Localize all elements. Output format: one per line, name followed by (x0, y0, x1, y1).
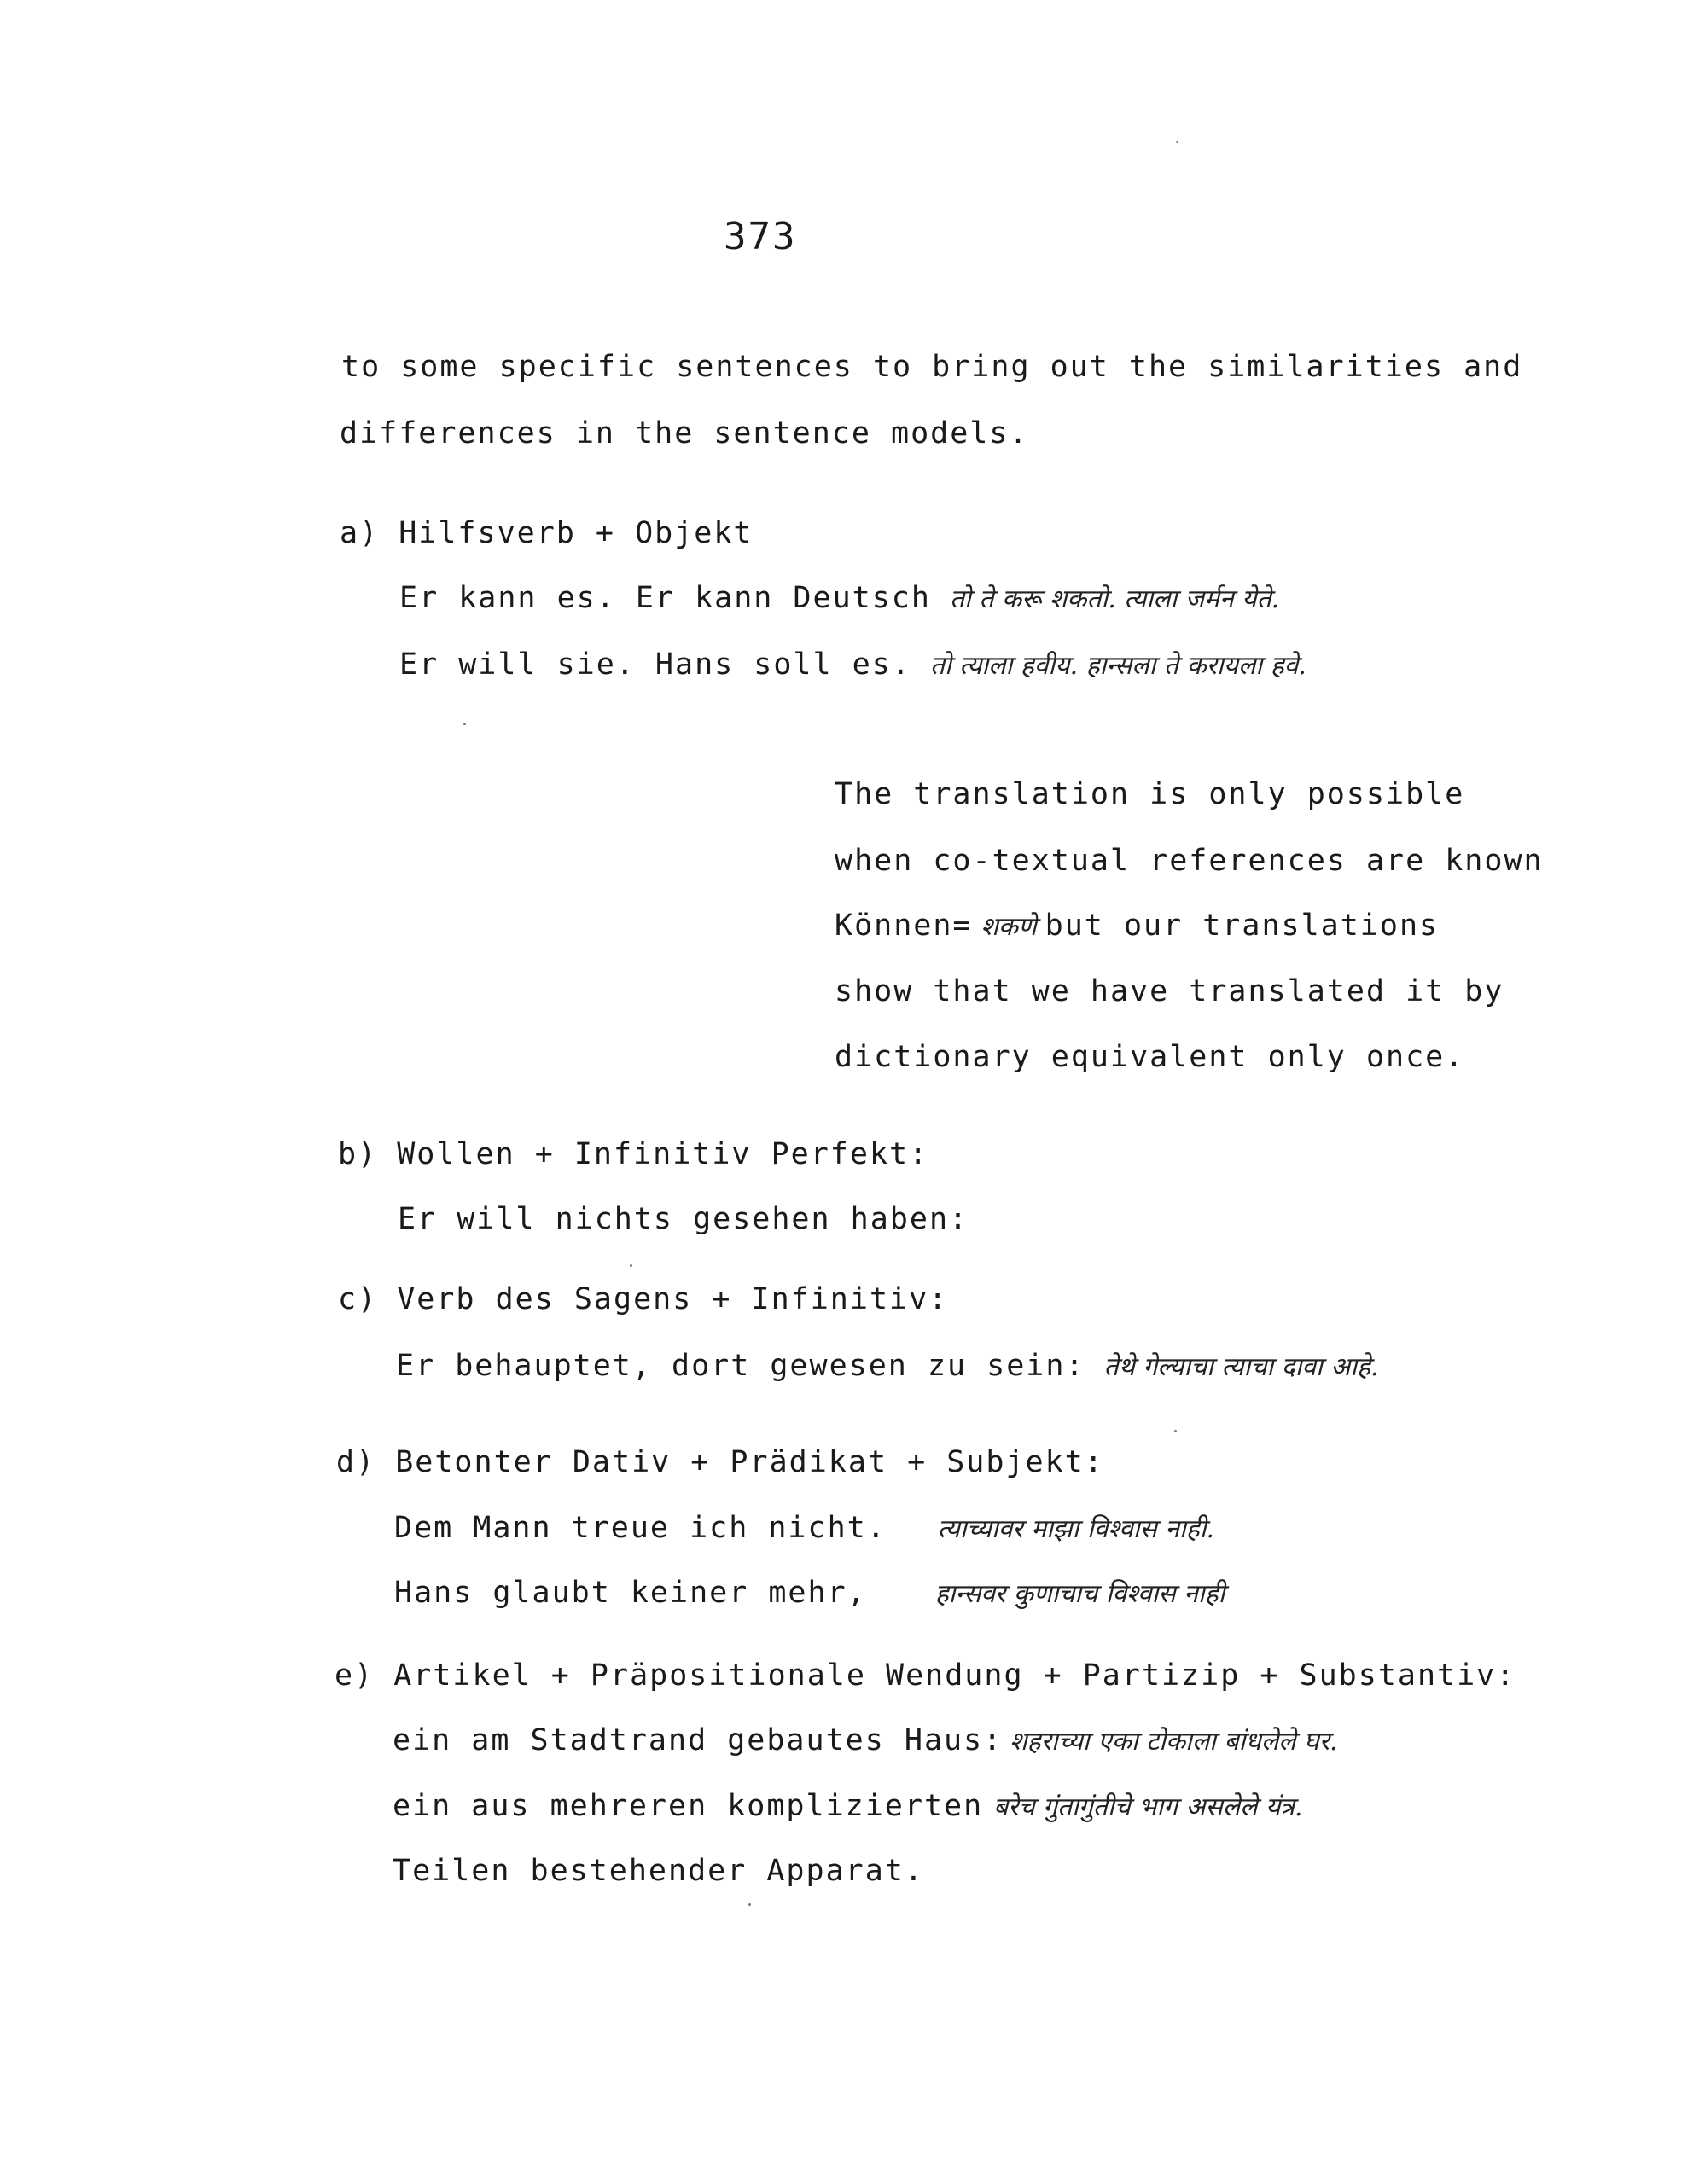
note-line-3-after: but our translations (1045, 909, 1440, 943)
scan-speck (463, 723, 466, 725)
section-c-line-1 (396, 1347, 1379, 1386)
section-c-line-1-german: Er behauptet, dort gewesen zu sein: (396, 1349, 1085, 1383)
section-e-line-1-german: ein am Stadtrand gebautes Haus: (393, 1723, 1004, 1757)
note-line-3 (835, 907, 1439, 946)
section-b-heading: b) Wollen + Infinitiv Perfekt: (338, 1137, 929, 1171)
scan-speck (1176, 141, 1178, 143)
section-a-line-1-marathi: तो ते करू शकतो. त्याला जर्मन येते. (949, 584, 1280, 614)
section-c-heading: c) Verb des Sagens + Infinitiv: (338, 1282, 949, 1316)
section-e-line-2-marathi: बरेच गुंतागुंतीचे भाग असलेले यंत्र. (993, 1792, 1303, 1822)
note-line-3-marathi: शकणे (981, 912, 1037, 942)
note-line-1: The translation is only possible (835, 777, 1465, 811)
section-e-line-3: Teilen bestehender Apparat. (393, 1854, 924, 1888)
section-d-line-1-marathi: त्याच्यावर माझा विश्वास नाही. (937, 1514, 1215, 1544)
scan-speck (630, 1264, 632, 1267)
section-b-line-1: Er will nichts gesehen haben: (398, 1202, 969, 1236)
intro-line-1: to some specific sentences to bring out the similarities and (341, 350, 1523, 384)
note-line-3-before: Können= (835, 909, 973, 943)
section-e-line-2-german: ein aus mehreren komplizierten (393, 1789, 984, 1823)
section-e-line-1-marathi: शहराच्या एका टोकाला बांधलेले घर. (1010, 1727, 1338, 1757)
section-d-line-2 (394, 1574, 1225, 1613)
section-a-heading: a) Hilfsverb + Objekt (340, 516, 754, 550)
note-line-2: when co-textual references are known (835, 844, 1544, 878)
page-number: 373 (724, 215, 797, 258)
scan-speck (1174, 1430, 1177, 1432)
section-a-line-2-german: Er will sie. Hans soll es. (399, 648, 911, 682)
section-a-line-2 (399, 646, 1306, 685)
note-line-4: show that we have translated it by (835, 974, 1504, 1008)
scan-speck (748, 1903, 751, 1906)
section-c-line-1-marathi: तेथे गेल्याचा त्याचा दावा आहे. (1103, 1352, 1379, 1382)
section-d-line-2-marathi: हान्सवर कुणाचाच विश्वास नाही (934, 1579, 1225, 1609)
note-line-5: dictionary equivalent only once. (835, 1040, 1465, 1074)
section-e-heading: e) Artikel + Präpositionale Wendung + Partizip + Substantiv: (335, 1658, 1516, 1693)
section-e-line-1 (393, 1722, 1338, 1761)
section-a-line-1-german: Er kann es. Er kann Deutsch (399, 581, 931, 615)
section-d-heading: d) Betonter Dativ + Prädikat + Subjekt: (336, 1445, 1104, 1479)
intro-line-2: differences in the sentence models. (340, 416, 1029, 450)
section-e-line-2 (393, 1787, 1302, 1827)
section-a-line-1 (399, 579, 1279, 619)
section-d-line-2-german: Hans glaubt keiner mehr, (394, 1576, 867, 1610)
section-d-line-1 (394, 1509, 1214, 1548)
section-d-line-1-german: Dem Mann treue ich nicht. (394, 1511, 887, 1545)
section-a-line-2-marathi: तो त्याला हवीय. हान्सला ते करायला हवे. (929, 651, 1306, 681)
